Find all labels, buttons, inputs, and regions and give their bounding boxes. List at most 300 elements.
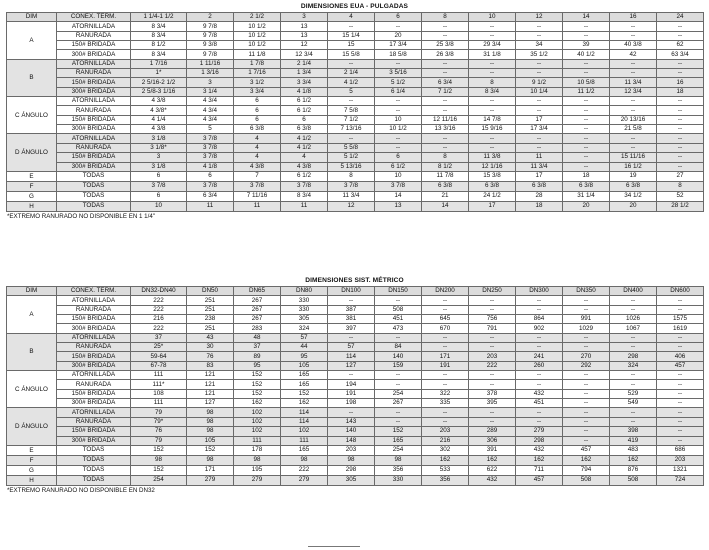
connection-cell: TODAS [57,171,131,181]
dim-cell: C ÁNGULO [7,371,57,408]
value-cell: 11 1/8 [234,50,281,59]
connection-cell: 300# BRIDADA [57,50,131,59]
dim-cell: G [7,465,57,475]
value-cell: 3 7/8 [375,181,422,191]
value-cell: 20 [610,201,657,211]
table-row [7,296,704,305]
value-cell: 2 5/8-3 1/16 [131,87,187,96]
value-cell: 432 [516,445,563,455]
value-cell: 6 [234,106,281,115]
value-cell: 10 1/2 [234,31,281,40]
dim-cell: C ÁNGULO [7,97,57,134]
value-cell: 1 7/16 [234,69,281,78]
column-header: DN600 [657,287,704,296]
value-cell: -- [610,69,657,78]
connection-cell: TODAS [57,475,131,485]
value-cell: -- [610,106,657,115]
value-cell: 10 1/4 [516,87,563,96]
value-cell: -- [657,115,704,124]
value-cell: 18 [657,87,704,96]
value-cell: -- [469,69,516,78]
value-cell: 289 [469,427,516,436]
value-cell: 216 [131,315,187,324]
column-header: DN350 [563,287,610,296]
value-cell: 198 [328,399,375,408]
value-cell: -- [516,380,563,389]
table-row [7,324,704,333]
value-cell: 17 [516,171,563,181]
value-cell: 31 1/4 [563,191,610,201]
table-row [7,352,704,361]
value-cell: 59-64 [131,352,187,361]
value-cell: 3 7/8 [187,143,234,152]
value-cell: 20 13/16 [610,115,657,124]
dim-cell: B [7,333,57,370]
table-row [7,191,704,201]
value-cell: -- [516,97,563,106]
column-header: DN400 [610,287,657,296]
value-cell: 270 [563,352,610,361]
value-cell: -- [563,115,610,124]
value-cell: 7 11/16 [234,191,281,201]
value-cell: 105 [187,436,234,445]
value-cell: 3 1/4 [187,87,234,96]
value-cell: 2 5/16-2 1/2 [131,78,187,87]
value-cell: 152 [131,465,187,475]
value-cell: 381 [328,315,375,324]
value-cell: 12 3/4 [610,87,657,96]
value-cell: 1 11/16 [187,59,234,68]
value-cell: -- [516,371,563,380]
value-cell: 432 [469,475,516,485]
value-cell: 356 [375,465,422,475]
column-header: DN50 [187,287,234,296]
value-cell: 79 [131,436,187,445]
value-cell: 8 3/4 [131,50,187,59]
value-cell: 4 3/8 [131,125,187,134]
table-row [7,455,704,465]
table-row [7,22,704,31]
value-cell: 306 [469,436,516,445]
us-dimensions-table [6,12,704,212]
value-cell: -- [516,106,563,115]
value-cell: -- [375,59,422,68]
value-cell: 98 [187,427,234,436]
dim-cell: F [7,181,57,191]
dim-cell: H [7,475,57,485]
value-cell: -- [469,97,516,106]
value-cell: 39 [563,41,610,50]
value-cell: -- [422,59,469,68]
value-cell: 13 3/16 [422,125,469,134]
value-cell: 4 1/8 [187,162,234,171]
value-cell: 305 [281,315,328,324]
value-cell: 165 [281,445,328,455]
connection-cell: 300# BRIDADA [57,436,131,445]
value-cell: 127 [187,399,234,408]
value-cell: 52 [657,191,704,201]
value-cell: 4 3/8 [281,162,328,171]
value-cell: 111 [234,436,281,445]
dim-cell: B [7,59,57,96]
value-cell: 387 [328,305,375,314]
value-cell: -- [516,305,563,314]
value-cell: 279 [516,427,563,436]
value-cell: -- [422,408,469,417]
value-cell: 267 [234,315,281,324]
value-cell: -- [610,31,657,40]
value-cell: 7 [234,171,281,181]
value-cell: -- [563,153,610,162]
value-cell: 251 [187,305,234,314]
value-cell: 67-78 [131,361,187,370]
value-cell: 121 [187,380,234,389]
value-cell: 267 [234,296,281,305]
value-cell: -- [328,134,375,143]
value-cell: 4 3/4 [187,106,234,115]
value-cell: -- [563,69,610,78]
value-cell: 152 [234,371,281,380]
value-cell: 451 [516,399,563,408]
value-cell: -- [657,417,704,426]
value-cell: -- [657,380,704,389]
connection-cell: TODAS [57,455,131,465]
value-cell: -- [610,97,657,106]
value-cell: 9 1/2 [516,78,563,87]
value-cell: 28 [516,191,563,201]
value-cell: -- [422,97,469,106]
value-cell: -- [375,333,422,342]
value-cell: 756 [469,315,516,324]
value-cell: -- [469,305,516,314]
value-cell: 7 1/2 [422,87,469,96]
value-cell: 406 [657,352,704,361]
connection-cell: 300# BRIDADA [57,87,131,96]
metric-dimensions-table [6,286,704,486]
value-cell: -- [657,125,704,134]
value-cell: 31 1/8 [469,50,516,59]
table-row [7,380,704,389]
column-header: DN250 [469,287,516,296]
value-cell: 4 1/2 [328,78,375,87]
value-cell: 1 3/4 [281,69,328,78]
value-cell: 11 1/2 [563,87,610,96]
value-cell: 4 3/8* [131,106,187,115]
value-cell: 83 [187,361,234,370]
value-cell: -- [563,296,610,305]
value-cell: 10 [375,115,422,124]
value-cell: 222 [281,465,328,475]
value-cell: -- [657,162,704,171]
value-cell: 102 [234,408,281,417]
value-cell: 549 [610,399,657,408]
column-header: 4 [328,13,375,22]
table-row [7,69,704,78]
value-cell: 254 [375,389,422,398]
value-cell: 98 [375,455,422,465]
value-cell: 330 [281,305,328,314]
value-cell: -- [610,380,657,389]
value-cell: 20 [563,201,610,211]
connection-cell: ATORNILLADA [57,371,131,380]
value-cell: 279 [234,475,281,485]
column-header: CONEX. TERM. [57,287,131,296]
value-cell: -- [422,143,469,152]
table-row [7,371,704,380]
value-cell: 143 [328,417,375,426]
connection-cell: RANURADA [57,417,131,426]
value-cell: 121 [187,389,234,398]
value-cell: -- [657,59,704,68]
value-cell: 13 [281,22,328,31]
value-cell: 98 [131,455,187,465]
value-cell: 76 [131,427,187,436]
value-cell: -- [563,106,610,115]
value-cell: 26 3/8 [422,50,469,59]
value-cell: -- [563,427,610,436]
value-cell: 4 1/8 [281,87,328,96]
value-cell: 267 [375,399,422,408]
column-header: 2 1/2 [234,13,281,22]
value-cell: 6 3/8 [610,181,657,191]
value-cell: 108 [131,389,187,398]
value-cell: 63 3/4 [657,50,704,59]
value-cell: 171 [187,465,234,475]
value-cell: 16 1/2 [610,162,657,171]
value-cell: 6 1/2 [281,97,328,106]
column-header: 24 [657,13,704,22]
value-cell: 711 [516,465,563,475]
column-header: 16 [610,13,657,22]
value-cell: 432 [516,389,563,398]
value-cell: 84 [375,343,422,352]
table-row [7,59,704,68]
dim-cell: D ÁNGULO [7,134,57,171]
value-cell: 48 [234,333,281,342]
value-cell: 1321 [657,465,704,475]
value-cell: 15 [328,41,375,50]
value-cell: -- [563,143,610,152]
value-cell: 79 [131,408,187,417]
value-cell: 3 7/8 [234,181,281,191]
value-cell: 195 [234,465,281,475]
value-cell: 3 [187,78,234,87]
value-cell: 12 3/4 [281,50,328,59]
value-cell: 529 [610,389,657,398]
value-cell: -- [610,134,657,143]
value-cell: 30 [187,343,234,352]
value-cell: 3 7/8 [187,153,234,162]
value-cell: -- [375,106,422,115]
table-row [7,427,704,436]
table-row [7,106,704,115]
value-cell: -- [422,296,469,305]
value-cell: 4 [234,143,281,152]
value-cell: -- [516,417,563,426]
table-row [7,201,704,211]
value-cell: 6 [234,115,281,124]
value-cell: 12 [328,201,375,211]
value-cell: -- [657,22,704,31]
value-cell: 13 [281,31,328,40]
value-cell: 105 [281,361,328,370]
value-cell: 14 [375,191,422,201]
value-cell: 305 [328,475,375,485]
value-cell: -- [657,371,704,380]
value-cell: 9 7/8 [187,22,234,31]
value-cell: 10 5/8 [563,78,610,87]
value-cell: 11 7/8 [422,171,469,181]
value-cell: -- [657,153,704,162]
value-cell: -- [563,22,610,31]
value-cell: 12 11/16 [422,115,469,124]
value-cell: 4 3/8 [234,162,281,171]
value-cell: 254 [375,445,422,455]
value-cell: 162 [516,455,563,465]
value-cell: 7 13/16 [328,125,375,134]
value-cell: 152 [187,445,234,455]
value-cell: -- [422,333,469,342]
value-cell: 15 5/8 [328,50,375,59]
value-cell: 11 3/4 [516,162,563,171]
value-cell: 162 [469,455,516,465]
dim-cell: G [7,191,57,201]
value-cell: 34 [516,41,563,50]
value-cell: 203 [469,352,516,361]
value-cell: -- [422,134,469,143]
value-cell: 15 3/8 [469,171,516,181]
connection-cell: ATORNILLADA [57,59,131,68]
value-cell: 6 1/2 [375,162,422,171]
table-row [7,41,704,50]
value-cell: -- [563,125,610,134]
value-cell: -- [469,417,516,426]
value-cell: -- [328,408,375,417]
value-cell: 34 1/2 [610,191,657,201]
us-dimensions-section [6,2,703,222]
value-cell: 18 [563,171,610,181]
value-cell: -- [469,343,516,352]
connection-cell: TODAS [57,191,131,201]
value-cell: 330 [281,296,328,305]
value-cell: -- [657,436,704,445]
column-header: 8 [422,13,469,22]
value-cell: 508 [610,475,657,485]
value-cell: 4 3/4 [187,115,234,124]
page-footer-line [308,546,360,547]
value-cell: 6 [131,171,187,181]
connection-cell: TODAS [57,445,131,455]
column-header: DN80 [281,287,328,296]
value-cell: 267 [234,305,281,314]
table-row [7,305,704,314]
value-cell: 3 1/8* [131,143,187,152]
value-cell: -- [328,59,375,68]
value-cell: 5 [187,125,234,134]
value-cell: 98 [187,455,234,465]
value-cell: -- [563,333,610,342]
value-cell: 17 3/4 [375,41,422,50]
value-cell: -- [563,417,610,426]
value-cell: 533 [422,465,469,475]
value-cell: 6 3/8 [469,181,516,191]
us-table-body [7,22,704,212]
value-cell: 43 [187,333,234,342]
value-cell: 508 [563,475,610,485]
table-row [7,417,704,426]
table-row [7,465,704,475]
value-cell: -- [375,134,422,143]
value-cell: 302 [422,445,469,455]
value-cell: -- [422,371,469,380]
value-cell: 28 1/2 [657,201,704,211]
value-cell: 152 [234,389,281,398]
value-cell: 152 [234,380,281,389]
value-cell: -- [469,106,516,115]
value-cell: 21 5/8 [610,125,657,134]
value-cell: 171 [422,352,469,361]
value-cell: 222 [131,296,187,305]
connection-cell: ATORNILLADA [57,408,131,417]
table-row [7,475,704,485]
value-cell: -- [469,31,516,40]
value-cell: 10 1/2 [234,22,281,31]
connection-cell: RANURADA [57,69,131,78]
value-cell: 4 1/2 [281,143,328,152]
value-cell: -- [610,417,657,426]
table-row [7,134,704,143]
value-cell: 3 3/4 [281,78,328,87]
connection-cell: TODAS [57,201,131,211]
metric-dimensions-section [6,276,703,496]
connection-cell: 150# BRIDADA [57,41,131,50]
value-cell: 5 5/8 [328,143,375,152]
value-cell: 76 [187,352,234,361]
value-cell: -- [469,380,516,389]
value-cell: 4 [281,153,328,162]
value-cell: -- [657,333,704,342]
value-cell: -- [375,97,422,106]
value-cell: 724 [657,475,704,485]
value-cell: 4 [234,134,281,143]
value-cell: 62 [657,41,704,50]
value-cell: 686 [657,445,704,455]
value-cell: -- [328,97,375,106]
value-cell: -- [610,343,657,352]
value-cell: 127 [328,361,375,370]
connection-cell: 150# BRIDADA [57,78,131,87]
value-cell: -- [422,343,469,352]
value-cell: 111* [131,380,187,389]
connection-cell: 300# BRIDADA [57,125,131,134]
value-cell: 5 1/2 [328,153,375,162]
value-cell: 298 [328,465,375,475]
value-cell: 6 1/4 [375,87,422,96]
value-cell: 292 [563,361,610,370]
value-cell: 6 [281,115,328,124]
value-cell: 5 13/16 [328,162,375,171]
column-header: DIM [7,287,57,296]
table-row [7,50,704,59]
value-cell: 13 [375,201,422,211]
value-cell: 2 1/4 [328,69,375,78]
value-cell: 1575 [657,315,704,324]
value-cell: 102 [281,427,328,436]
column-header: DN150 [375,287,422,296]
column-header: 6 [375,13,422,22]
value-cell: -- [469,296,516,305]
value-cell: 508 [375,305,422,314]
